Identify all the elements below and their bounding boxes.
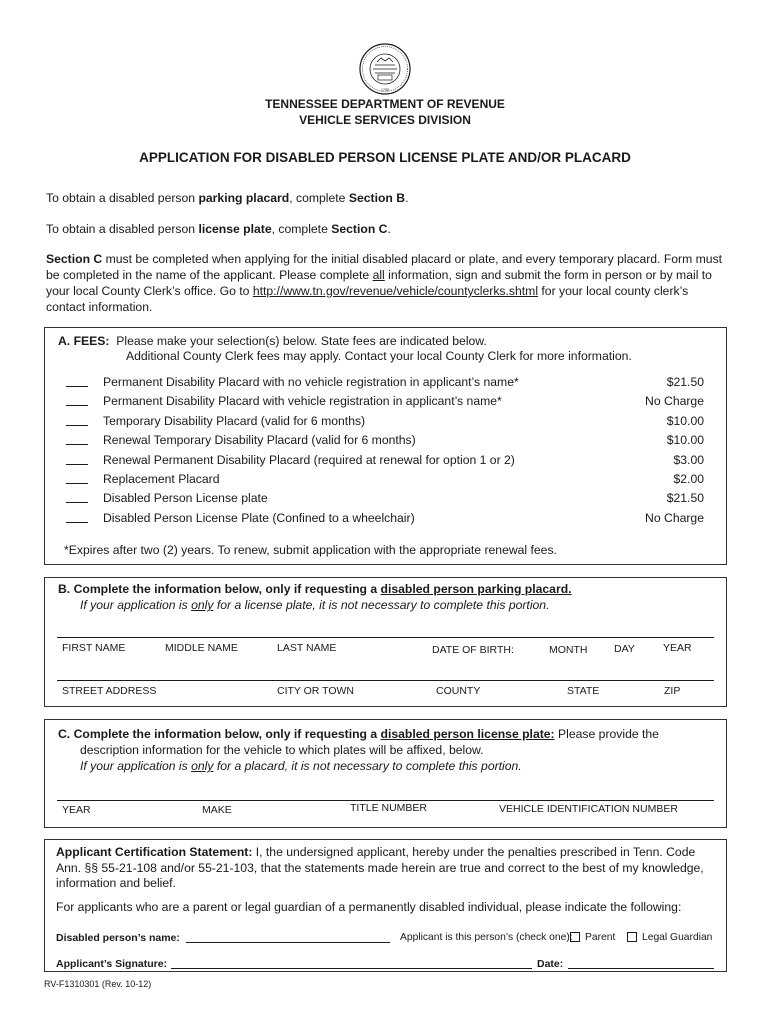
fee-price: $10.00 — [666, 433, 704, 448]
fees-heading-line: A. FEES: Please make your selection(s) below. State fees are indicated below. — [58, 334, 487, 348]
seal-year: 1796 — [381, 88, 389, 92]
fee-price: $21.50 — [666, 491, 704, 506]
section-c-heading: C. Complete the information below, only if requesting a disabled person license plate: Please provide the — [58, 727, 659, 741]
section-c-description: description information for the vehicle to which plates will be affixed, below. — [80, 743, 484, 757]
disabled-name-label: Disabled person’s name: — [56, 932, 180, 944]
department-heading: TENNESSEE DEPARTMENT OF REVENUE — [265, 97, 505, 111]
fee-option — [66, 375, 704, 391]
fees-instructions: Additional County Clerk fees may apply. Contact your local County Clerk for more information. — [126, 349, 632, 363]
signature-input[interactable] — [171, 968, 532, 969]
section-b-line-1 — [57, 637, 714, 638]
middle-name-field[interactable]: MIDDLE NAME — [165, 642, 238, 654]
guardian-note: For applicants who are a parent or legal guardian of a permanently disabled individual, please indicate the following: — [56, 900, 682, 914]
county-clerks-link[interactable]: http://www.tn.gov/revenue/vehicle/countyclerks.shtml — [252, 284, 539, 298]
zip-field[interactable]: ZIP — [664, 685, 681, 697]
fee-selection-blank[interactable] — [66, 511, 88, 523]
section-c-note: If your application is only for a placard, it is not necessary to complete this portion. — [80, 759, 522, 773]
county-field[interactable]: COUNTY — [436, 685, 481, 697]
division-heading: VEHICLE SERVICES DIVISION — [299, 113, 471, 127]
intro-plate: To obtain a disabled person license plate, complete Section C. — [46, 222, 391, 236]
relationship-label: Applicant is this person’s (check one): — [400, 932, 573, 943]
fees-footnote: *Expires after two (2) years. To renew, submit application with the appropriate renewal fees. — [64, 543, 557, 557]
fee-label: Disabled Person License plate — [103, 491, 268, 506]
fee-selection-blank[interactable] — [66, 433, 88, 445]
section-b-note: If your application is only for a license plate, it is not necessary to complete this portion. — [80, 598, 550, 612]
last-name-field[interactable]: LAST NAME — [277, 642, 337, 654]
fee-price: $3.00 — [673, 452, 704, 467]
fee-label: Disabled Person License Plate (Confined to a wheelchair) — [103, 510, 415, 525]
signature-label: Applicant’s Signature: — [56, 958, 168, 970]
fee-selection-blank[interactable] — [66, 453, 88, 465]
fee-option — [66, 491, 704, 507]
intro-placard: To obtain a disabled person parking placard, complete Section B. — [46, 191, 409, 205]
fee-option — [66, 394, 704, 410]
fee-option — [66, 433, 704, 449]
state-field[interactable]: STATE — [567, 685, 600, 697]
form-number: RV-F1310301 (Rev. 10-12) — [44, 979, 152, 989]
birth-year-field[interactable]: YEAR — [663, 642, 692, 654]
fee-option — [66, 472, 704, 488]
fee-label: Renewal Temporary Disability Placard (valid for 6 months) — [103, 433, 416, 448]
fee-label: Replacement Placard — [103, 472, 220, 486]
parent-label: Parent — [585, 932, 616, 943]
fee-option — [66, 414, 704, 430]
first-name-field[interactable]: FIRST NAME — [62, 642, 126, 654]
form-title: APPLICATION FOR DISABLED PERSON LICENSE PLATE AND/OR PLACARD — [139, 150, 631, 165]
fee-price: No Charge — [645, 510, 704, 525]
fee-label: Permanent Disability Placard with no vehicle registration in applicant’s name* — [103, 375, 519, 389]
fee-selection-blank[interactable] — [66, 472, 88, 484]
disabled-name-input[interactable] — [186, 942, 390, 943]
certification-statement: Applicant Certification Statement: I, the undersigned applicant, hereby under the penalties prescribed in Tenn. Code Ann. §§ 55-21-108 and/or 55-21-103, that the statements made herein are true and correct to the best of my knowledge, information and belief. — [56, 845, 704, 890]
fee-selection-blank[interactable] — [66, 491, 88, 503]
section-c-line — [57, 800, 714, 801]
fee-price: $10.00 — [666, 413, 704, 428]
vin-field[interactable]: VEHICLE IDENTIFICATION NUMBER — [499, 803, 678, 815]
fee-label: Temporary Disability Placard (valid for 6 months) — [103, 413, 366, 428]
street-address-field[interactable]: STREET ADDRESS — [62, 685, 157, 697]
fee-label: Permanent Disability Placard with vehicle registration in applicant’s name* — [103, 394, 502, 409]
birth-month-field[interactable]: MONTH — [549, 644, 588, 656]
date-of-birth-label: DATE OF BIRTH: — [432, 644, 514, 656]
fee-option — [66, 511, 704, 527]
fee-label: Renewal Permanent Disability Placard (required at renewal for option 1 or 2) — [103, 452, 515, 467]
birth-day-field[interactable]: DAY — [614, 643, 635, 655]
fee-selection-blank[interactable] — [66, 414, 88, 426]
city-field[interactable]: CITY OR TOWN — [277, 685, 355, 697]
fee-price: No Charge — [645, 394, 704, 409]
fee-selection-blank[interactable] — [66, 375, 88, 387]
intro-instructions: Section C must be completed when applying for the initial disabled placard or plate, and every temporary placard. Form must be completed in the name of the applicant. Please complete all information, sign and submit the form in person or by mail to your local County Clerk’s office. Go to http://www.tn.gov/revenue/vehicle/countyclerks.shtml for your local county clerk’s contact information. — [46, 252, 723, 314]
legal-guardian-checkbox[interactable] — [627, 932, 637, 942]
section-b-heading: B. Complete the information below, only if requesting a disabled person parking placard. — [58, 582, 572, 596]
vehicle-year-field[interactable]: YEAR — [62, 804, 91, 816]
fee-selection-blank[interactable] — [66, 394, 88, 406]
date-input[interactable] — [568, 968, 714, 969]
fee-option — [66, 453, 704, 469]
vehicle-make-field[interactable]: MAKE — [202, 804, 232, 816]
tennessee-state-seal-icon — [359, 43, 411, 95]
section-b-line-2 — [57, 680, 714, 681]
title-number-field[interactable]: TITLE NUMBER — [350, 802, 428, 814]
legal-guardian-label: Legal Guardian — [642, 932, 713, 943]
fee-price: $21.50 — [666, 375, 704, 389]
date-label: Date: — [537, 958, 564, 970]
parent-checkbox[interactable] — [570, 932, 580, 942]
fee-price: $2.00 — [673, 472, 704, 486]
